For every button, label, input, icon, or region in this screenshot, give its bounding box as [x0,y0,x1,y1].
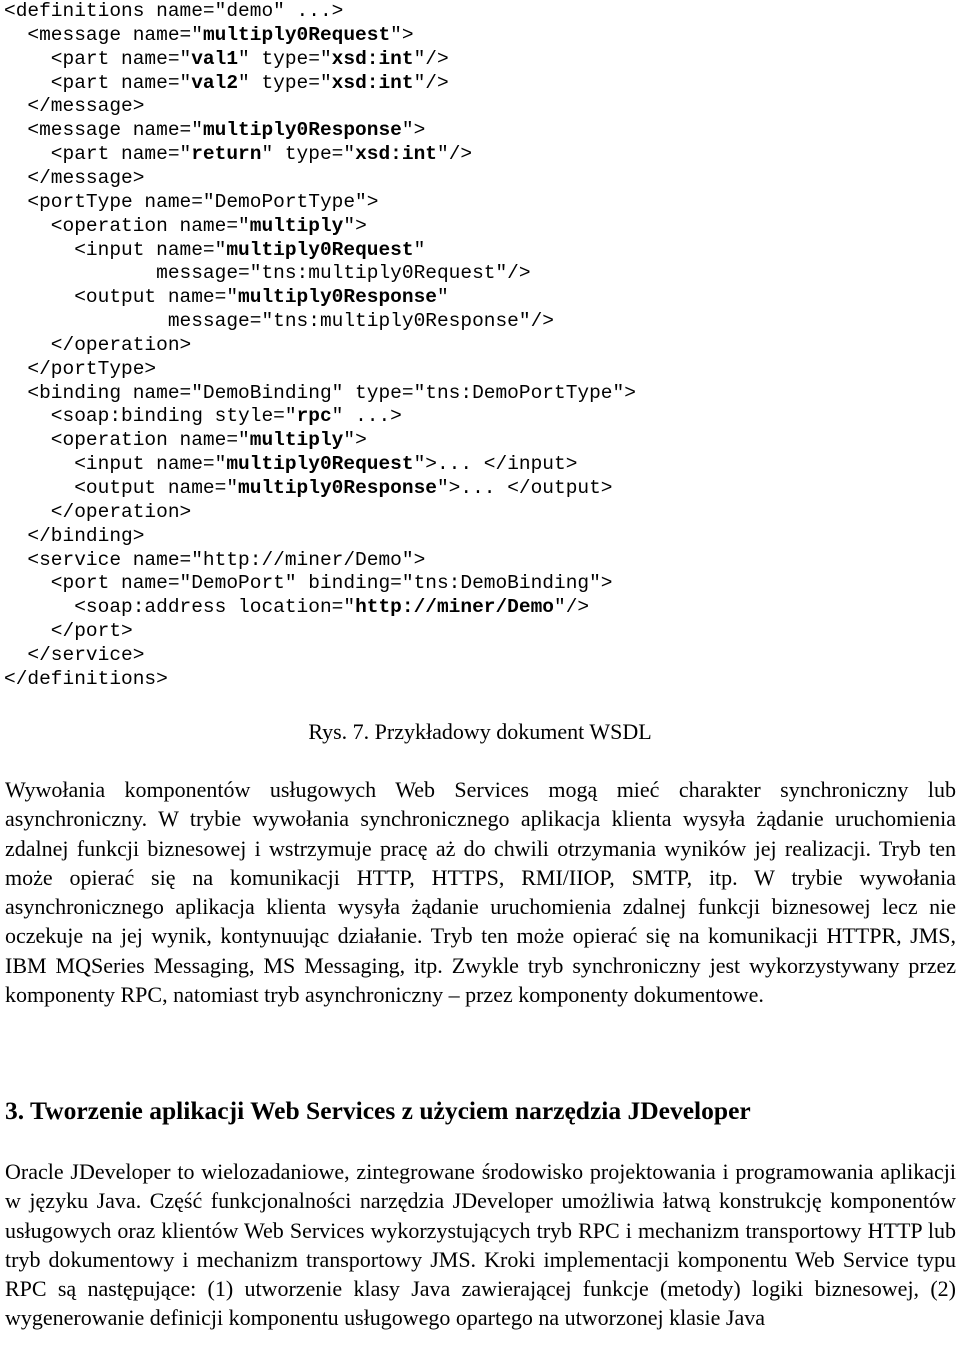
figure-caption: Rys. 7. Przykładowy dokument WSDL [308,719,652,744]
code-token: multiply0Request [226,238,414,261]
code-token: multiply [249,429,344,452]
code-token: <part name=" [4,47,192,70]
code-line [4,47,449,71]
code-token: <message name=" [4,119,203,142]
code-line [4,166,144,190]
code-line [4,595,589,619]
code-token: val1 [191,47,239,70]
code-token: "/> [554,596,590,619]
code-token: <output name=" [4,286,239,309]
code-line [4,214,367,238]
code-token: "> [401,119,426,142]
code-line [4,500,191,524]
code-line [4,238,425,262]
code-line [4,452,577,476]
code-line [4,190,378,214]
code-token: multiply0Response [238,477,437,499]
section-heading: 3. Tworzenie aplikacji Web Services z użyciem narzędzia JDeveloper [5,1096,751,1125]
code-token: return [191,143,262,166]
code-token: " [413,238,426,261]
code-token: <operation name=" [4,214,250,237]
code-line [4,357,156,381]
code-token: <input name=" [4,453,227,476]
code-token: " type=" [238,71,332,94]
code-token: xsd:int [355,143,437,166]
code-token: </message> [4,95,145,118]
code-token: <message name=" [4,23,203,46]
code-token: <output name=" [4,477,239,499]
code-token: <part name=" [4,71,192,94]
code-token: message="tns:multiply0Response"/> [4,310,554,333]
code-token: "/> [413,47,449,70]
code-token: </operation> [4,500,192,523]
paragraph-sync-async: Wywołania komponentów usługowych Web Services mogą mieć charakter synchroniczny lub asynchroniczny. W trybie wywołania synchronicznego aplikacja klienta wysyła żądanie uruchomienia zdalnej funkcji biznesowej i wstrzymuje pracę aż do chwili otrzymania wyników jej realizacji. Tryb ten może opierać się na komunikacji HTTP, HTTPS, RMI/IIOP, SMTP, itp. W trybie wywołania asynchronicznego aplikacja klienta wysyła żądanie uruchomienia zdalnej funkcji biznesowej lecz nie oczekuje na jej wynik, kontynuując działanie. Tryb ten może opierać się na komunikacji HTTPR, JMS, IBM MQSeries Messaging, MS Messaging, itp. Zwykle tryb synchroniczny jest wykorzystywany przez komponenty RPC, natomiast tryb asynchroniczny – przez komponenty dokumentowe. [5,777,956,1008]
code-line [4,548,425,572]
code-line [4,619,133,643]
code-token: </portType> [4,357,157,380]
code-token: ">... </output> [436,477,613,499]
code-token: <part name=" [4,143,192,166]
code-token: multiply0Response [238,286,437,309]
code-token: "> [390,23,414,46]
code-token: <binding name="DemoBinding" type="tns:DemoPortType"> [4,381,636,404]
code-token: ">... </input> [413,453,578,476]
code-line [4,309,554,333]
code-token: </definitions> [4,667,168,690]
code-token: "/> [437,143,473,166]
code-token: </service> [4,643,145,666]
code-token: <port name="DemoPort" binding="tns:DemoBinding"> [4,572,613,595]
code-line [4,524,144,548]
code-token: multiply0Request [202,23,391,46]
code-token: </port> [4,620,133,643]
code-token: multiply0Request [226,453,414,476]
code-line [4,404,402,428]
code-line [4,261,531,285]
code-line [4,381,636,405]
code-token: multiply [249,214,344,237]
code-token: http://miner/Demo [355,596,554,619]
code-token: <input name=" [4,238,227,261]
code-token: "/> [413,71,449,94]
code-token: xsd:int [331,71,414,94]
code-token: " type=" [238,47,332,70]
code-line [4,23,414,47]
code-line [4,94,144,118]
code-token: rpc [296,405,332,428]
code-token: <soap:address location=" [4,596,356,619]
code-token: val2 [191,71,239,94]
code-token: " ...> [331,405,402,428]
code-token: </operation> [4,333,192,356]
code-line [4,71,449,95]
code-line [4,476,613,500]
code-line [4,428,367,452]
code-token: <soap:binding style=" [4,405,297,428]
code-token: </binding> [4,524,145,547]
code-token: " [436,286,449,309]
code-line [4,285,449,309]
code-line [4,0,343,23]
code-token: "> [343,214,367,237]
code-token: <operation name=" [4,429,250,452]
code-token: <definitions name="demo" ...> [4,0,344,22]
code-line [4,333,191,357]
code-line [4,643,144,667]
code-line [4,142,472,166]
code-token: multiply0Response [202,119,402,142]
code-line [4,571,613,595]
code-line [4,118,425,142]
code-token: <portType name="DemoPortType"> [4,190,379,213]
code-line [4,667,168,691]
paragraph-jdeveloper: Oracle JDeveloper to wielozadaniowe, zintegrowane środowisko projektowania i programowania aplikacji w języku Java. Część funkcjonalności narzędzia JDeveloper umożliwia łatwą konstrukcję komponentów usługowych oraz klientów Web Services wykorzystujących tryb RPC i mechanizm transportowy HTTP lub tryb dokumentowy i mechanizm transportowy JMS. Kroki implementacji komponentu Web Service typu RPC są następujące: (1) utworzenie klasy Java zawierającej funkcje (metody) logiki biznesowej, (2) wygenerowanie definicji komponentu usługowego opartego na utworzonej klasie Java [5,1159,956,1331]
code-token: " type=" [261,143,356,166]
code-token: message="tns:multiply0Request"/> [4,262,531,285]
code-token: <service name="http://miner/Demo"> [4,548,426,571]
code-token: "> [343,429,367,452]
code-token: </message> [4,166,145,189]
code-token: xsd:int [331,47,414,70]
